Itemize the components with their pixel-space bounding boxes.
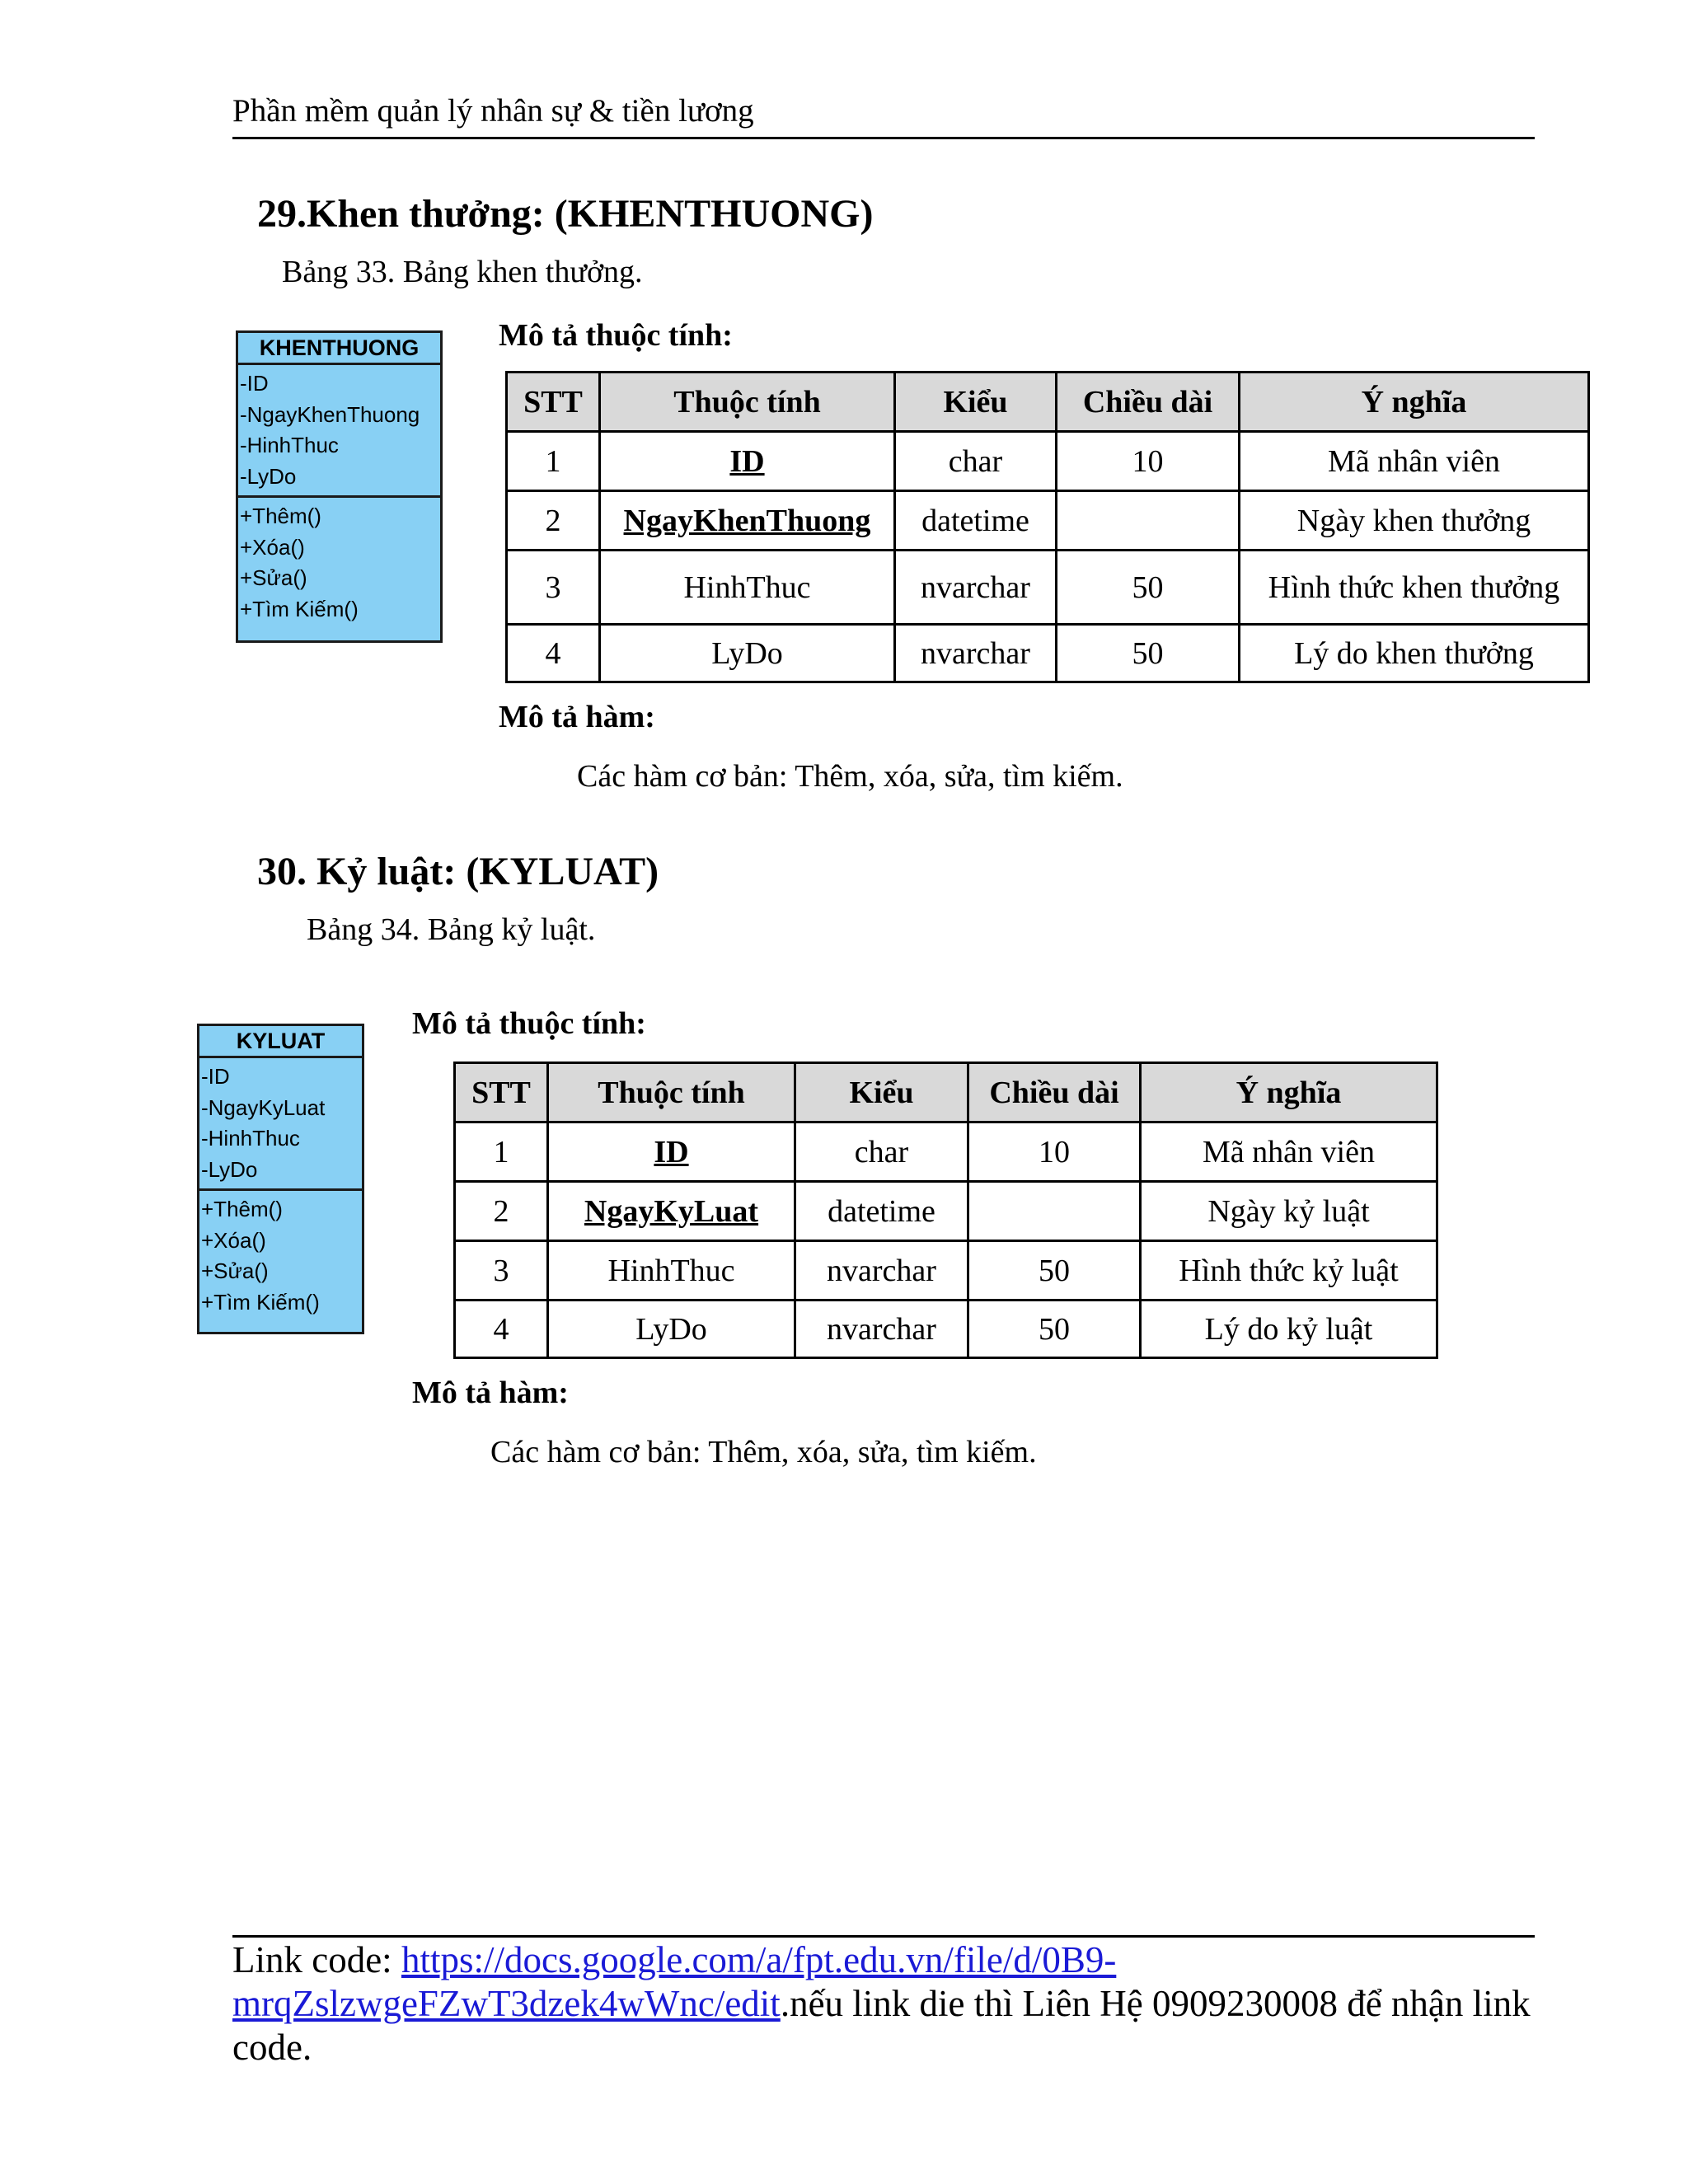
cell-length: 50 <box>968 1241 1141 1301</box>
cell-meaning: Hình thức kỷ luật <box>1141 1241 1437 1301</box>
cell-meaning: Ngày khen thưởng <box>1240 491 1589 551</box>
cell-meaning: Mã nhân viên <box>1141 1122 1437 1182</box>
header-divider <box>232 137 1535 139</box>
cell-length: 50 <box>968 1301 1141 1358</box>
column-header-attribute: Thuộc tính <box>548 1063 795 1122</box>
column-header-attribute: Thuộc tính <box>600 373 895 432</box>
column-header-stt: STT <box>507 373 600 432</box>
uml-attribute: -ID <box>201 1064 230 1089</box>
table-row <box>507 491 1589 551</box>
cell-meaning: Lý do khen thưởng <box>1240 625 1589 682</box>
uml-attribute: -NgayKhenThuong <box>240 401 420 427</box>
cell-type: datetime <box>795 1182 968 1241</box>
table-caption-khenthuong: Bảng 33. Bảng khen thưởng. <box>282 255 643 289</box>
cell-type: char <box>795 1122 968 1182</box>
uml-attribute: -ID <box>240 371 269 396</box>
uml-attributes <box>199 1058 362 1191</box>
table-row <box>507 432 1589 491</box>
table-caption-kyluat: Bảng 34. Bảng kỷ luật. <box>307 912 596 947</box>
uml-method: +Tìm Kiếm() <box>201 1289 320 1315</box>
cell-stt: 4 <box>507 625 600 682</box>
column-header-meaning: Ý nghĩa <box>1141 1063 1437 1122</box>
column-header-type: Kiểu <box>795 1063 968 1122</box>
uml-attribute: -HinhThuc <box>240 433 339 457</box>
cell-stt: 2 <box>455 1182 548 1241</box>
uml-attribute: -HinhThuc <box>201 1126 300 1151</box>
cell-type: char <box>895 432 1057 491</box>
cell-stt: 1 <box>455 1122 548 1182</box>
table-row <box>455 1241 1437 1301</box>
cell-meaning: Ngày kỷ luật <box>1141 1182 1437 1241</box>
uml-class-khenthuong <box>236 330 443 643</box>
cell-meaning: Mã nhân viên <box>1240 432 1589 491</box>
cell-attribute: LyDo <box>548 1301 795 1358</box>
page-header-title: Phần mềm quản lý nhân sự & tiền lương <box>232 93 754 129</box>
column-header-stt: STT <box>455 1063 548 1122</box>
cell-stt: 4 <box>455 1301 548 1358</box>
cell-stt: 3 <box>507 551 600 625</box>
table-row <box>507 625 1589 682</box>
cell-meaning: Hình thức khen thưởng <box>1240 551 1589 625</box>
table-row <box>507 551 1589 625</box>
footer-code-link[interactable]: https://docs.google.com/a/fpt.edu.vn/file/d/0B9-mrqZslzwgeFZwT3dzek4wWnc/edit <box>232 1939 1117 2024</box>
cell-stt: 2 <box>507 491 600 551</box>
cell-meaning: Lý do kỷ luật <box>1141 1301 1437 1358</box>
table-row <box>455 1122 1437 1182</box>
column-header-meaning: Ý nghĩa <box>1240 373 1589 432</box>
table-row <box>455 1301 1437 1358</box>
uml-method: +Thêm() <box>201 1197 283 1221</box>
func-text-kyluat: Các hàm cơ bản: Thêm, xóa, sửa, tìm kiếm. <box>490 1435 1037 1469</box>
cell-attribute-key: ID <box>600 432 895 491</box>
cell-length: 50 <box>1057 551 1240 625</box>
cell-type: nvarchar <box>895 625 1057 682</box>
section-title-kyluat: 30. Kỷ luật: (KYLUAT) <box>257 850 659 893</box>
column-header-length: Chiều dài <box>968 1063 1141 1122</box>
cell-stt: 3 <box>455 1241 548 1301</box>
func-heading-khenthuong: Mô tả hàm: <box>499 700 655 734</box>
uml-class-kyluat <box>197 1024 364 1334</box>
column-header-type: Kiểu <box>895 373 1057 432</box>
table-header-row <box>455 1063 1437 1122</box>
cell-attribute: LyDo <box>600 625 895 682</box>
cell-stt: 1 <box>507 432 600 491</box>
uml-attribute: -LyDo <box>240 463 297 489</box>
uml-method: +Sửa() <box>240 565 307 590</box>
uml-attribute: -NgayKyLuat <box>201 1094 326 1120</box>
footer-divider <box>232 1935 1535 1938</box>
cell-attribute: HinhThuc <box>548 1241 795 1301</box>
cell-length <box>968 1182 1141 1241</box>
cell-length: 50 <box>1057 625 1240 682</box>
uml-class-name: KYLUAT <box>199 1026 362 1058</box>
cell-attribute-key: ID <box>548 1122 795 1182</box>
footer-prefix: Link code: <box>232 1939 401 1980</box>
uml-method: +Sửa() <box>201 1258 269 1283</box>
cell-length: 10 <box>1057 432 1240 491</box>
cell-length: 10 <box>968 1122 1141 1182</box>
column-header-length: Chiều dài <box>1057 373 1240 432</box>
cell-type: nvarchar <box>795 1241 968 1301</box>
func-text-khenthuong: Các hàm cơ bản: Thêm, xóa, sửa, tìm kiếm. <box>577 759 1123 794</box>
uml-method: +Xóa() <box>201 1227 266 1253</box>
uml-methods <box>199 1191 362 1321</box>
attr-heading-khenthuong: Mô tả thuộc tính: <box>499 318 733 353</box>
cell-length <box>1057 491 1240 551</box>
cell-attribute: HinhThuc <box>600 551 895 625</box>
uml-class-name: KHENTHUONG <box>238 333 440 365</box>
uml-attributes <box>238 365 440 498</box>
attribute-table-kyluat <box>453 1062 1438 1359</box>
uml-attribute: -LyDo <box>201 1156 258 1182</box>
uml-methods <box>238 498 440 628</box>
section-title-khenthuong: 29.Khen thưởng: (KHENTHUONG) <box>257 192 874 236</box>
uml-method: +Xóa() <box>240 534 305 560</box>
func-heading-kyluat: Mô tả hàm: <box>412 1376 569 1410</box>
uml-method: +Tìm Kiếm() <box>240 596 359 621</box>
footer-suffix: .nếu link die thì Liên Hệ 0909230008 để nhận link code. <box>232 1983 1531 2068</box>
footer-note <box>232 1938 1535 2069</box>
table-header-row <box>507 373 1589 432</box>
cell-type: nvarchar <box>795 1301 968 1358</box>
cell-attribute-key: NgayKhenThuong <box>600 491 895 551</box>
cell-type: nvarchar <box>895 551 1057 625</box>
cell-type: datetime <box>895 491 1057 551</box>
cell-attribute-key: NgayKyLuat <box>548 1182 795 1241</box>
uml-method: +Thêm() <box>240 504 321 528</box>
table-row <box>455 1182 1437 1241</box>
attr-heading-kyluat: Mô tả thuộc tính: <box>412 1006 646 1041</box>
attribute-table-khenthuong <box>505 371 1590 683</box>
